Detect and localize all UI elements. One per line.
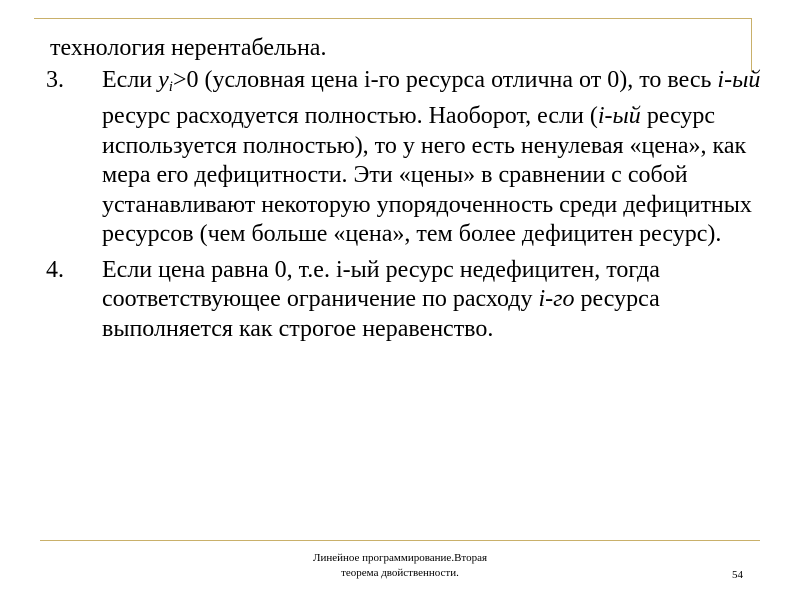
list-item-text <box>102 66 762 250</box>
footer-divider <box>40 540 760 541</box>
footer-title-line: теорема двойственности. <box>341 567 459 579</box>
text-segment: >0 (условная цена i-го ресурса отлична от 0), то весь <box>172 66 718 93</box>
slide-content <box>42 34 762 344</box>
list-item-4 <box>42 256 762 345</box>
text-segment: ресурс используется полностью), то у него есть ненулевая «цена», как мера его дефицитности. Эти «цены» в сравнении с собой устанавливают некоторую упорядоченность среди дефицитных ресурсов (чем больше «цена», тем более дефицитен ресурс). <box>102 103 752 247</box>
emphasis-text: i-ый <box>597 103 641 129</box>
lead-text: технология нерентабельна. <box>50 35 327 61</box>
emphasis-text: i-ый <box>717 66 761 93</box>
list-item-number: 3. <box>46 66 64 93</box>
emphasis-text: i-го <box>538 286 575 312</box>
list-item-text <box>102 256 762 345</box>
footer-title <box>250 551 550 581</box>
list-item-number: 4. <box>46 256 64 283</box>
text-segment: ресурс расходуется полностью. Наоборот, если ( <box>102 103 598 129</box>
variable-y: y <box>158 66 169 93</box>
text-segment: Если цена равна 0, т.е. i-ый ресурс недефицитен, тогда соответствующее ограничение по расходу <box>102 256 660 312</box>
page-number: 54 <box>732 569 743 581</box>
text-segment: ресурса выполняется как строгое неравенство. <box>102 286 660 342</box>
variable-subscript: i <box>168 78 173 95</box>
list-item-3 <box>42 66 762 250</box>
footer-title-line: Линейное программирование.Вторая <box>312 552 488 564</box>
text-segment: Если <box>102 66 159 93</box>
